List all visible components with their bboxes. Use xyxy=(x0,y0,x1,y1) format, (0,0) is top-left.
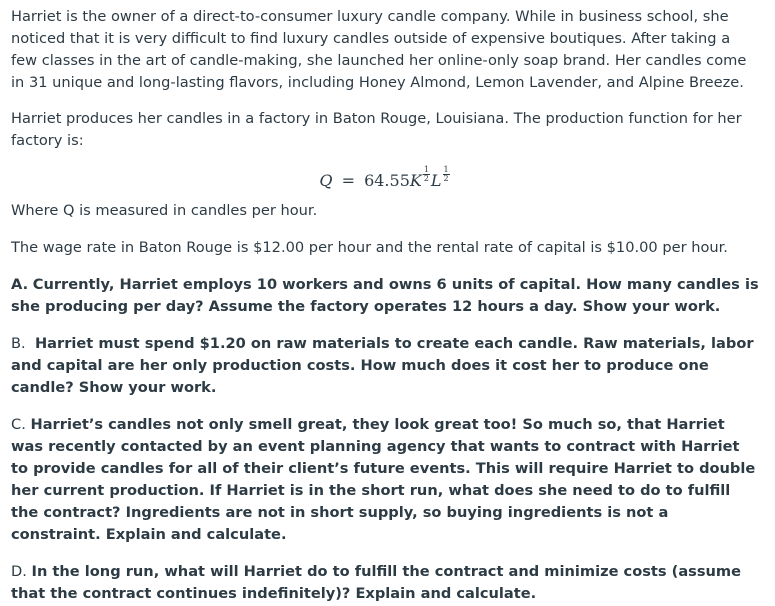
production-formula xyxy=(11,166,759,188)
question-a xyxy=(11,274,759,318)
wage-paragraph: The wage rate in Baton Rouge is $12.00 per hour and the rental rate of capital is $10.00 per hour. xyxy=(11,239,728,256)
formula-coefficient: 64.55 xyxy=(364,171,410,190)
formula-l: L xyxy=(430,171,442,190)
formula-equals: = xyxy=(341,171,355,190)
intro-paragraph: Harriet is the owner of a direct-to-consumer luxury candle company. While in business school, she noticed that it is very difficult to find luxury candles outside of expensive boutiques. After taking a few classes in the art of candle-making, she launched her online-only soap brand. Her candles come in 31 unique and long-lasting flavors, including Honey Almond, Lemon Lavender, and Alpine Breeze. xyxy=(11,8,747,91)
formula-k-exponent: $\frac{1}{2}$ xyxy=(423,165,429,183)
question-c-label: C. xyxy=(11,416,26,433)
question-d-text: In the long run, what will Harriet do to fulfill the contract and minimize costs (assume that the contract continues indefinitely)? Explain and calculate. xyxy=(11,563,742,602)
formula-q: Q xyxy=(319,171,333,190)
formula-k: K xyxy=(409,171,422,190)
question-c xyxy=(11,414,759,546)
question-c-text: Harriet’s candles not only smell great, they look great too! So much so, that Harriet was recently contacted by an event planning agency that wants to contract with Harriet to provide candles for all of their client’s future events. This will require Harriet to double her current production. If Harriet is in the short run, what does she need to do to fulfill the contract? Ingredients are not in short supply, so buying ingredients is not a constraint. Explain and calculate. xyxy=(11,416,756,543)
formula-l-exponent: $\frac{1}{2}$ xyxy=(443,165,449,183)
production-function-intro: Harriet produces her candles in a factory in Baton Rouge, Louisiana. The production function for her factory is: xyxy=(11,110,742,149)
question-b-label: B. xyxy=(11,335,26,352)
question-d xyxy=(11,561,759,605)
question-a-text: Currently, Harriet employs 10 workers and owns 6 units of capital. How many candles is she producing per day? Assume the factory operates 12 hours a day. Show your work. xyxy=(11,276,759,315)
question-b xyxy=(11,333,759,399)
question-d-label: D. xyxy=(11,563,27,580)
question-a-label: A. xyxy=(11,276,29,293)
question-b-text: Harriet must spend $1.20 on raw materials to create each candle. Raw materials, labor and capital are her only production costs. How much does it cost her to produce one candle? Show your work. xyxy=(11,335,754,396)
where-paragraph: Where Q is measured in candles per hour. xyxy=(11,202,318,219)
